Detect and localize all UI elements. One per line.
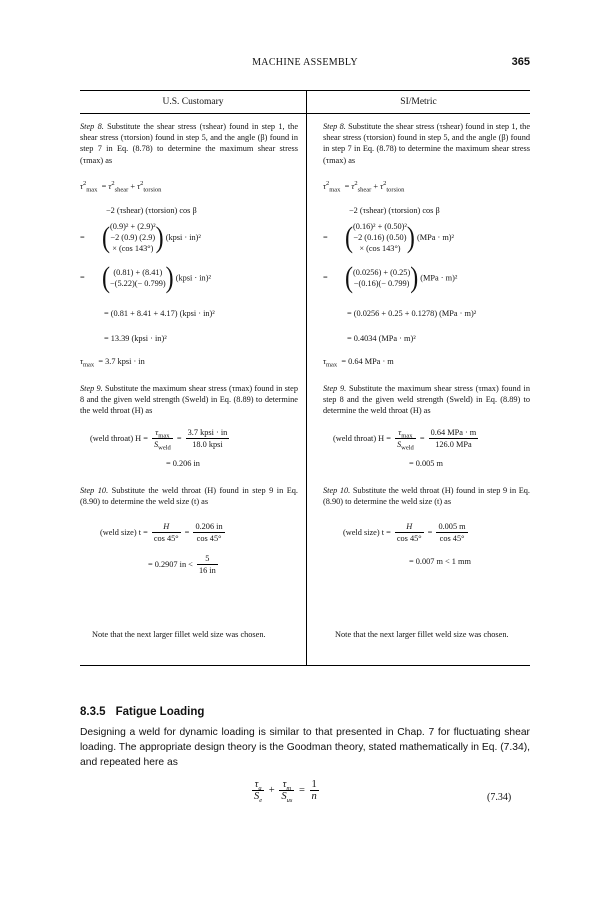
si-metric-heading: SI/Metric (400, 97, 437, 107)
size-numerator: 0.206 in (193, 521, 224, 533)
eq-a-line2: −2 (0.9) (2.9) (110, 233, 156, 242)
step8-text-si: Substitute the shear stress (τshear) found in step 1, the shear stress (τtorsion) found in step 5, and the angle (β) found in step 7 in Eq. (8.78) to determine the maximum shear stress (τmax) as (323, 122, 530, 165)
weld-size-result-si: = 0.007 m < 1 mm (409, 557, 471, 566)
step8-text: Substitute the shear stress (τshear) found in step 1, the shear stress (τtorsion) found in step 5, and the angle (β) found in step 7 in Eq. (8.78) to determine the maximum shear stress (τmax) as (80, 122, 298, 165)
eq-cross-term: −2 (τshear) (τtorsion) cos β (106, 206, 197, 215)
eq-evaluated-si: = ((0.0256) + (0.25) −(0.16)(− 0.799)) (MPa · m)² (323, 261, 458, 295)
step10-text: Substitute the weld throat (H) found in step 9 in Eq. (8.90) to determine the weld size (t) as (80, 486, 298, 507)
step10-paragraph-si (323, 485, 530, 507)
step10-label: Step 10. (80, 486, 109, 495)
step9-paragraph (80, 383, 298, 417)
eq-b-line2: −(5.22)(− 0.799) (110, 279, 166, 288)
step10-text-si: Substitute the weld throat (H) found in step 9 in Eq. (8.90) to determine the weld size (t) as (323, 486, 530, 507)
eq-sum-si: = (0.0256 + 0.25 + 0.1278) (MPa · m)² (347, 309, 477, 318)
heading-rule (80, 113, 530, 114)
eq-b-unit: (kpsi · in)² (175, 273, 211, 283)
section-heading (80, 706, 204, 718)
step10-paragraph (80, 485, 298, 507)
step9-label-si: Step 9. (323, 384, 347, 393)
section-number: 8.3.5 (80, 706, 106, 718)
eq-b-line2-si: −(0.16)(− 0.799) (353, 279, 410, 288)
eq-sum: = (0.81 + 8.41 + 4.17) (kpsi · in)² (104, 309, 215, 318)
eq-evaluated: = ( (0.81) + (8.41) −(5.22)(− 0.799)) (kpsi · in)² (80, 261, 211, 295)
eq-a-line3: × (cos 143°) (112, 244, 154, 253)
eq-b-line1: (0.81) + (8.41) (113, 268, 163, 277)
eq-a-line1-si: (0.16)² + (0.50)² (353, 222, 407, 231)
running-header (80, 57, 530, 73)
step9-text-si: Substitute the maximum shear stress (τmax) found in step 8 and the given weld strength (Sweld) in Eq. (8.89) to determine the weld throat (H) as (323, 384, 530, 416)
weld-throat-eq: (weld throat) H = $\frac{\tau_{max}}{S_{weld}}$ = $\frac{\text{3.7 kpsi · in}}{\text{18.0 kpsi}}$ (90, 428, 228, 452)
tau-max-result-si: $\tau_{max} = 0.64$ MPa · m (323, 357, 394, 369)
step8-paragraph (80, 121, 298, 166)
eq-a-unit: (kpsi · in)² (165, 232, 201, 242)
weld-throat-result-si: = 0.005 m (409, 459, 443, 468)
eq-a-line2-si: −2 (0.16) (0.50) (353, 233, 407, 242)
eq-a-line1: (0.9)² + (2.9)² (110, 222, 156, 231)
us-customary-heading: U.S. Customary (162, 97, 224, 107)
eq-b-line1-si: (0.0256) + (0.25) (353, 268, 411, 277)
size-numerator-si: 0.005 m (436, 521, 467, 533)
section-paragraph: Designing a weld for dynamic loading is similar to that presented in Chap. 7 for fluctuating shear loading. The appropriate design theory is the Goodman theory, stated mathematically in Eq. (7.34), and repeated here as (80, 727, 530, 768)
tau-max-squared-eq: $\tau^2_{max} = \tau^2_{shear} + \tau^2_{torsion}$ (80, 180, 162, 194)
size-denominator: cos 45° (196, 534, 222, 544)
throat-numerator: 3.7 kpsi · in (186, 427, 230, 439)
step8-label-si: Step 8. (323, 122, 346, 131)
column-divider (306, 91, 307, 665)
throat-denominator: 18.0 kpsi (192, 440, 223, 450)
page-number: 365 (511, 56, 530, 68)
tau-max-squared-eq-si: $\tau^2_{max} = \tau^2_{shear} + \tau^2_{torsion}$ (323, 180, 405, 194)
weld-size-eq-si: (weld size) t = $\frac{H}{\cos 45^\circ}$ = $\frac{0.005 m}{\cos 45^\circ}$ (343, 522, 466, 544)
eq-cross-term-si: −2 (τshear) (τtorsion) cos β (349, 206, 440, 215)
equation-number: (7.34) (487, 792, 512, 803)
step9-text: Substitute the maximum shear stress (τmax) found in step 8 and the given weld strength (Sweld) in Eq. (8.89) to determine the weld throat (H) as (80, 384, 298, 416)
goodman-equation: $\frac{\tau_a}{S_e}$ + $\frac{\tau_m}{S_{us}}$ = $\frac{1}{n}$ (254, 779, 317, 805)
worked-example-table (80, 90, 530, 666)
step8-label: Step 8. (80, 122, 104, 131)
throat-numerator-si: 0.64 MPa · m (429, 427, 479, 439)
eq-b-unit-si: (MPa · m)² (420, 273, 458, 283)
fillet-fraction-num: 5 (197, 553, 218, 565)
weld-size-result: = 0.2907 in < $\frac{5}{16 in}$ (148, 554, 216, 576)
eq-substitution-si: = ((0.16)² + (0.50)² −2 (0.16) (0.50) × (cos 143°) ) (MPa · m)² (323, 221, 455, 254)
fillet-fraction-den: 16 in (198, 566, 216, 576)
eq-result-squared: = 13.39 (kpsi · in)² (104, 334, 167, 343)
eq-result-squared-si: = 0.4034 (MPa · m)² (347, 334, 416, 343)
eq-a-line3-si: × (cos 143°) (359, 244, 401, 253)
step9-paragraph-si (323, 383, 530, 417)
step8-paragraph-si (323, 121, 530, 166)
size-denominator-si: cos 45° (439, 534, 465, 544)
running-title: MACHINE ASSEMBLY (252, 57, 358, 68)
note-paragraph: Note that the next larger fillet weld size was chosen. (92, 630, 266, 639)
weld-size-eq: (weld size) t = $\frac{H}{\cos 45^\circ}$ = $\frac{0.206 in}{\cos 45^\circ}$ (100, 522, 223, 544)
note-paragraph-si: Note that the next larger fillet weld size was chosen. (335, 630, 509, 639)
tau-max-result: $\tau_{max} = 3.7$ kpsi · in (80, 357, 145, 369)
eq-substitution: = ((0.9)² + (2.9)² −2 (0.9) (2.9) × (cos 143°)) (kpsi · in)² (80, 221, 201, 254)
weld-throat-result: = 0.206 in (166, 459, 200, 468)
throat-denominator-si: 126.0 MPa (435, 440, 472, 450)
weld-throat-eq-si: (weld throat) H = $\frac{\tau_{max}}{S_{weld}}$ = $\frac{\text{0.64 MPa · m}}{\text{126.0 MPa}}$ (333, 428, 477, 452)
step9-label: Step 9. (80, 384, 103, 393)
eq-a-unit-si: (MPa · m)² (416, 232, 455, 242)
section-title: Fatigue Loading (115, 706, 205, 718)
step10-label-si: Step 10. (323, 486, 351, 495)
